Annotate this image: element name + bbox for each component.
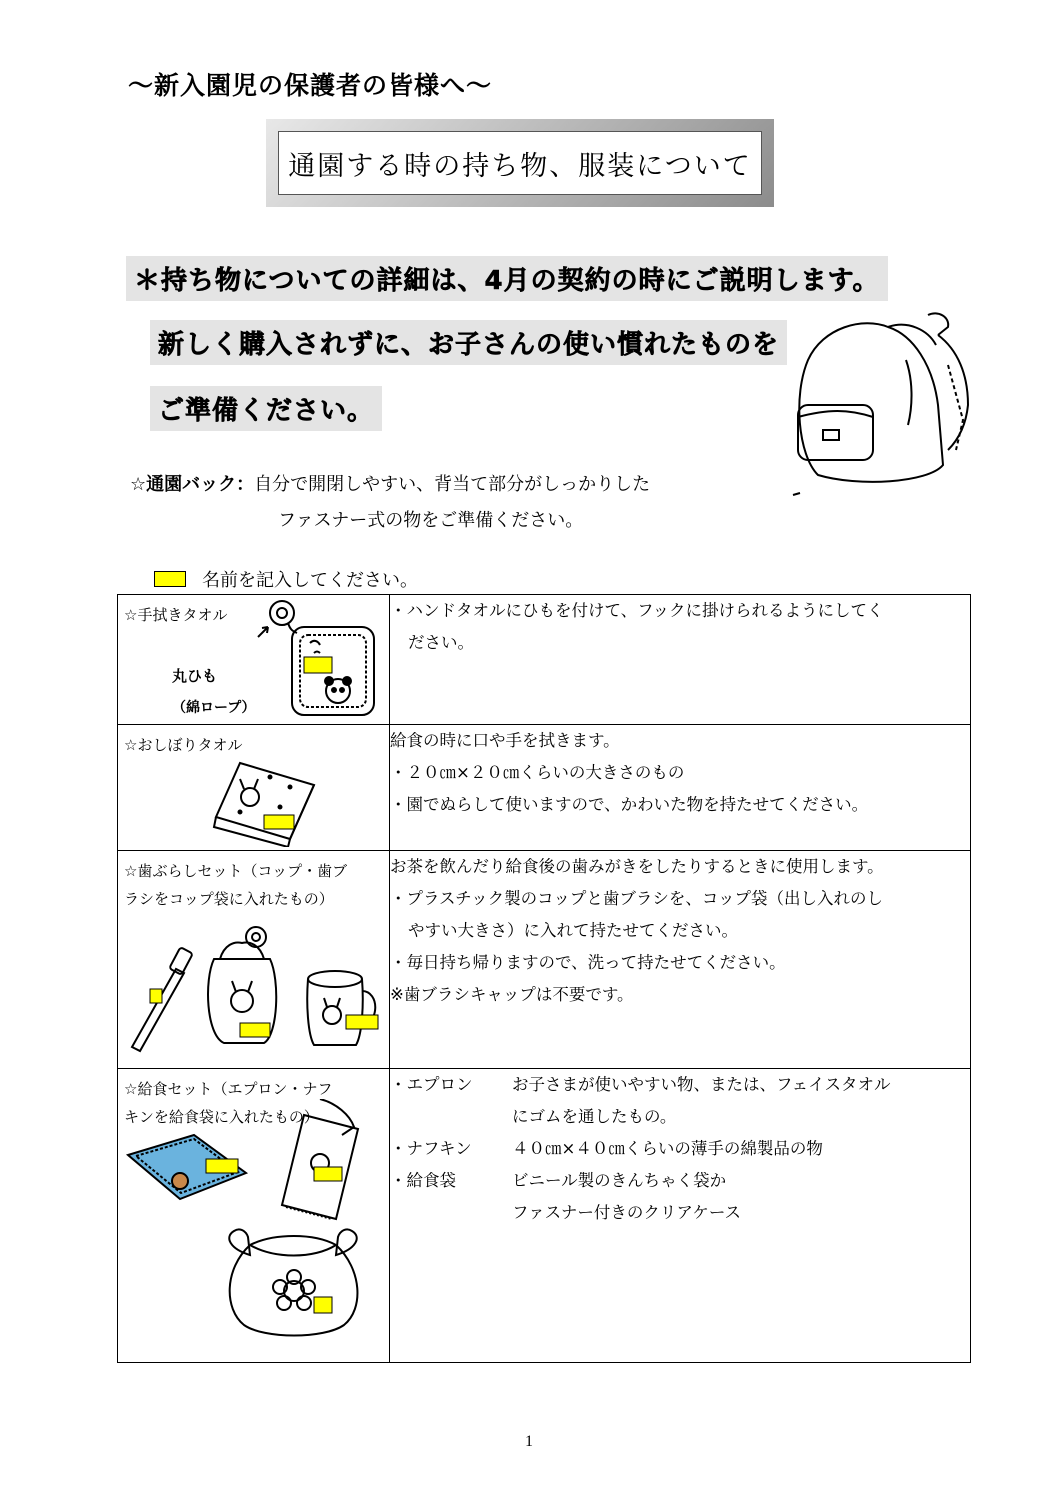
desc-key: ・給食袋 [390, 1171, 456, 1190]
desc-key [390, 1101, 512, 1133]
desc-row [390, 1101, 970, 1133]
desc-line: ・２０㎝×２０㎝くらいの大きさのもの [390, 763, 685, 782]
table-row [118, 725, 971, 851]
desc-value: にゴムを通したもの。 [512, 1107, 677, 1126]
desc-row [390, 1069, 970, 1101]
desc-value: ４０㎝×４０㎝くらいの薄手の綿製品の物 [512, 1139, 823, 1158]
desc-value: ビニール製のきんちゃく袋か [512, 1171, 727, 1190]
desc-line: ・毎日持ち帰りますので、洗って持たせてください。 [390, 953, 786, 972]
page-number: 1 [525, 1433, 533, 1450]
boxed-title: 通園する時の持ち物、服装について [288, 150, 752, 182]
desc-line: ・プラスチック製のコップと歯ブラシを、コップ袋（出し入れのし [390, 889, 884, 908]
desc-line: ・ハンドタオルにひもを付けて、フックに掛けられるようにしてく [390, 601, 884, 620]
yellow-swatch [154, 571, 186, 587]
legend [154, 566, 418, 592]
backpack-icon [788, 305, 983, 500]
desc-key: ・ナフキン [390, 1139, 472, 1158]
desc-line: 給食の時に口や手を拭きます。 [390, 731, 620, 750]
notice-line-1: ＊持ち物についての詳細は、4月の契約の時にご説明します。 [126, 256, 888, 301]
items-table [117, 594, 971, 1363]
toothbrush-set-icon [124, 925, 386, 1065]
desc-row [390, 1197, 970, 1229]
desc-row [390, 1165, 970, 1197]
bag-text-2: ファスナー式の物をご準備ください。 [278, 510, 584, 531]
item-title-line: キンを給食袋に入れたもの） [124, 1108, 319, 1126]
item-desc-toothbrush-set [390, 851, 971, 1069]
notice-line-2: 新しく購入されずに、お子さんの使い慣れたものを [150, 320, 787, 365]
desc-value: お子さまが使いやすい物、または、フェイスタオル [512, 1075, 891, 1094]
page-header-title: ～新入園児の保護者の皆様へ～ [128, 71, 493, 100]
item-title [124, 857, 385, 913]
desc-line: ・園でぬらして使いますので、かわいた物を持たせてください。 [390, 795, 869, 814]
desc-line: ださい。 [408, 633, 474, 652]
bag-text-1: 自分で開閉しやすい、背当て部分がしっかりした [254, 474, 651, 495]
item-title-line: ☆歯ぶらしセット（コップ・歯ブ [124, 862, 348, 880]
legend-text: 名前を記入してください。 [202, 570, 418, 591]
boxed-title-frame [266, 119, 774, 207]
rope-label: 丸ひも [172, 667, 218, 685]
hand-towel-icon [252, 597, 382, 722]
table-row [118, 1069, 971, 1363]
item-title: ☆手拭きタオル [124, 606, 228, 624]
desc-key: ・エプロン [390, 1075, 473, 1094]
table-row [118, 595, 971, 725]
rope-label-note: （綿ロープ） [172, 700, 256, 716]
desc-line: お茶を飲んだり給食後の歯みがきをしたりするときに使用します。 [390, 857, 884, 876]
notice-line-3: ご準備ください。 [150, 386, 382, 431]
folded-towel-icon [210, 757, 320, 847]
desc-line: ※歯ブラシキャップは不要です。 [390, 985, 634, 1004]
item-title-line: ラシをコップ袋に入れたもの） [124, 890, 334, 908]
item-title: ☆おしぼりタオル [124, 736, 243, 754]
item-title-line: ☆給食セット（エプロン・ナフ [124, 1080, 333, 1098]
item-cell-hand-towel [118, 595, 390, 725]
desc-key [390, 1197, 512, 1229]
item-desc-hand-towel [390, 595, 971, 725]
desc-line: やすい大きさ）に入れて持たせてください。 [408, 921, 738, 940]
desc-value: ファスナー付きのクリアケース [512, 1203, 742, 1222]
table-row [118, 851, 971, 1069]
item-cell-toothbrush-set [118, 851, 390, 1069]
desc-row [390, 1133, 970, 1165]
bag-label: ☆通園バック： [130, 474, 255, 495]
item-desc-oshibori [390, 725, 971, 851]
item-cell-oshibori [118, 725, 390, 851]
item-desc-lunch-set [390, 1069, 971, 1363]
lunch-set-icon [124, 1099, 386, 1361]
item-cell-lunch-set [118, 1069, 390, 1363]
bag-instruction-line-1 [130, 470, 650, 496]
